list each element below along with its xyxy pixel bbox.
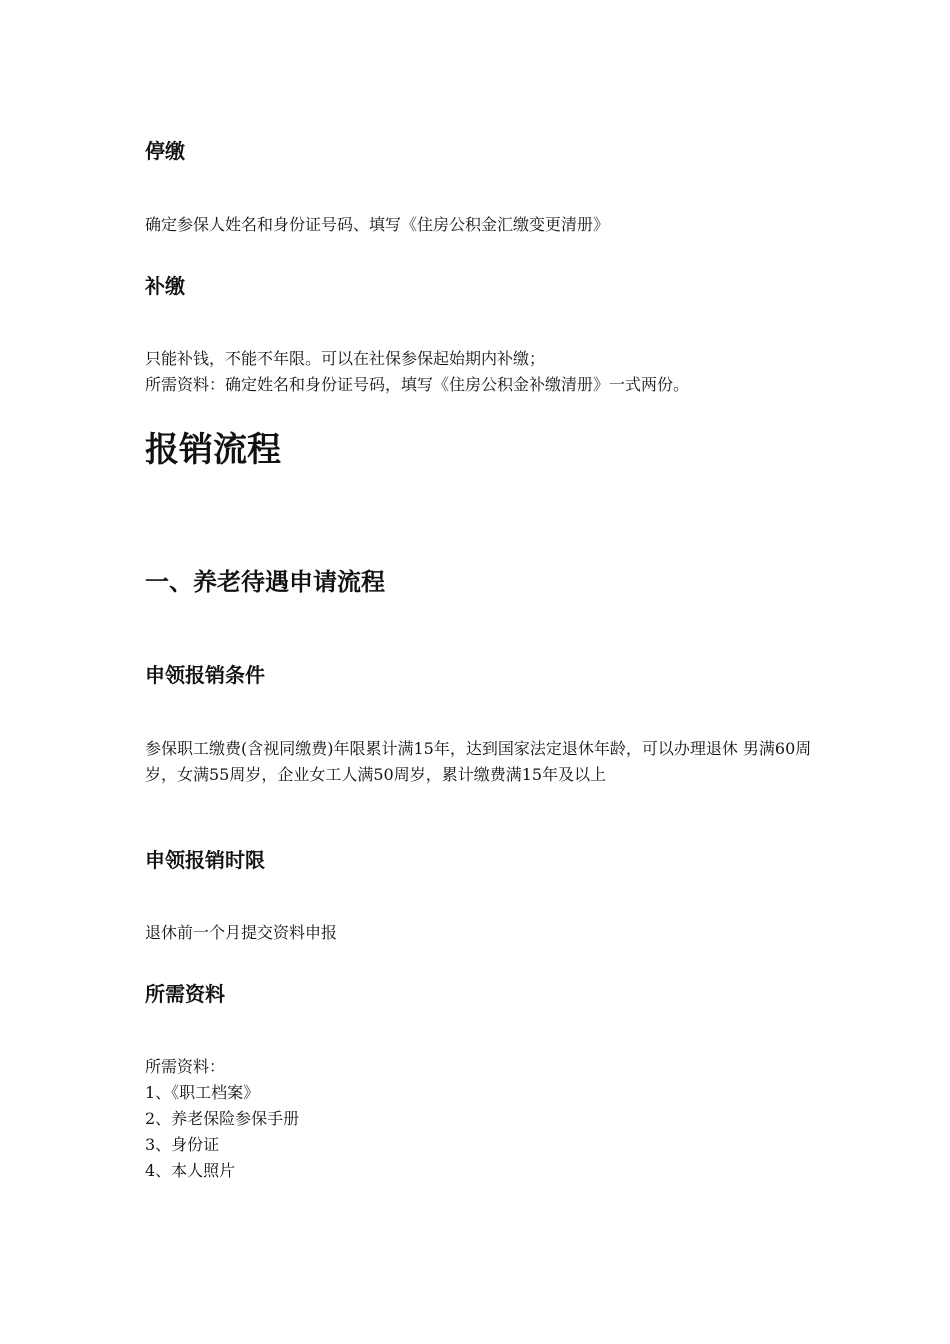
supplement-paragraph xyxy=(145,346,815,398)
stop-heading: 停缴 xyxy=(145,139,185,163)
supplement-line: 所需资料：确定姓名和身份证号码，填写《住房公积金补缴清册》一式两份。 xyxy=(145,375,690,394)
condition-text: 参保职工缴费(含视同缴费)年限累计满15年，达到国家法定退休年龄，可以办理退休 男满60周岁，女满55周岁，企业女工人满50周岁，累计缴费满15年及以上 xyxy=(145,739,812,784)
stop-text: 确定参保人姓名和身份证号码、填写《住房公积金汇缴变更清册》 xyxy=(145,215,610,234)
materials-heading: 所需资料 xyxy=(145,982,225,1006)
deadline-heading: 申领报销时限 xyxy=(145,848,265,872)
list-item: 2、养老保险参保手册 xyxy=(145,1109,300,1128)
materials-intro: 所需资料： xyxy=(145,1057,226,1076)
list-item: 1、《职工档案》 xyxy=(145,1083,260,1102)
list-item: 4、本人照片 xyxy=(145,1161,236,1180)
list-item: 3、身份证 xyxy=(145,1135,220,1154)
materials-list xyxy=(145,1054,815,1184)
supplement-line: 只能补钱，不能不年限。可以在社保参保起始期内补缴； xyxy=(145,349,546,368)
main-title: 报销流程 xyxy=(145,430,281,470)
condition-heading: 申领报销条件 xyxy=(145,663,265,687)
supplement-heading: 补缴 xyxy=(145,274,185,298)
deadline-text: 退休前一个月提交资料申报 xyxy=(145,923,338,942)
pension-section-title: 一、养老待遇申请流程 xyxy=(145,568,385,596)
